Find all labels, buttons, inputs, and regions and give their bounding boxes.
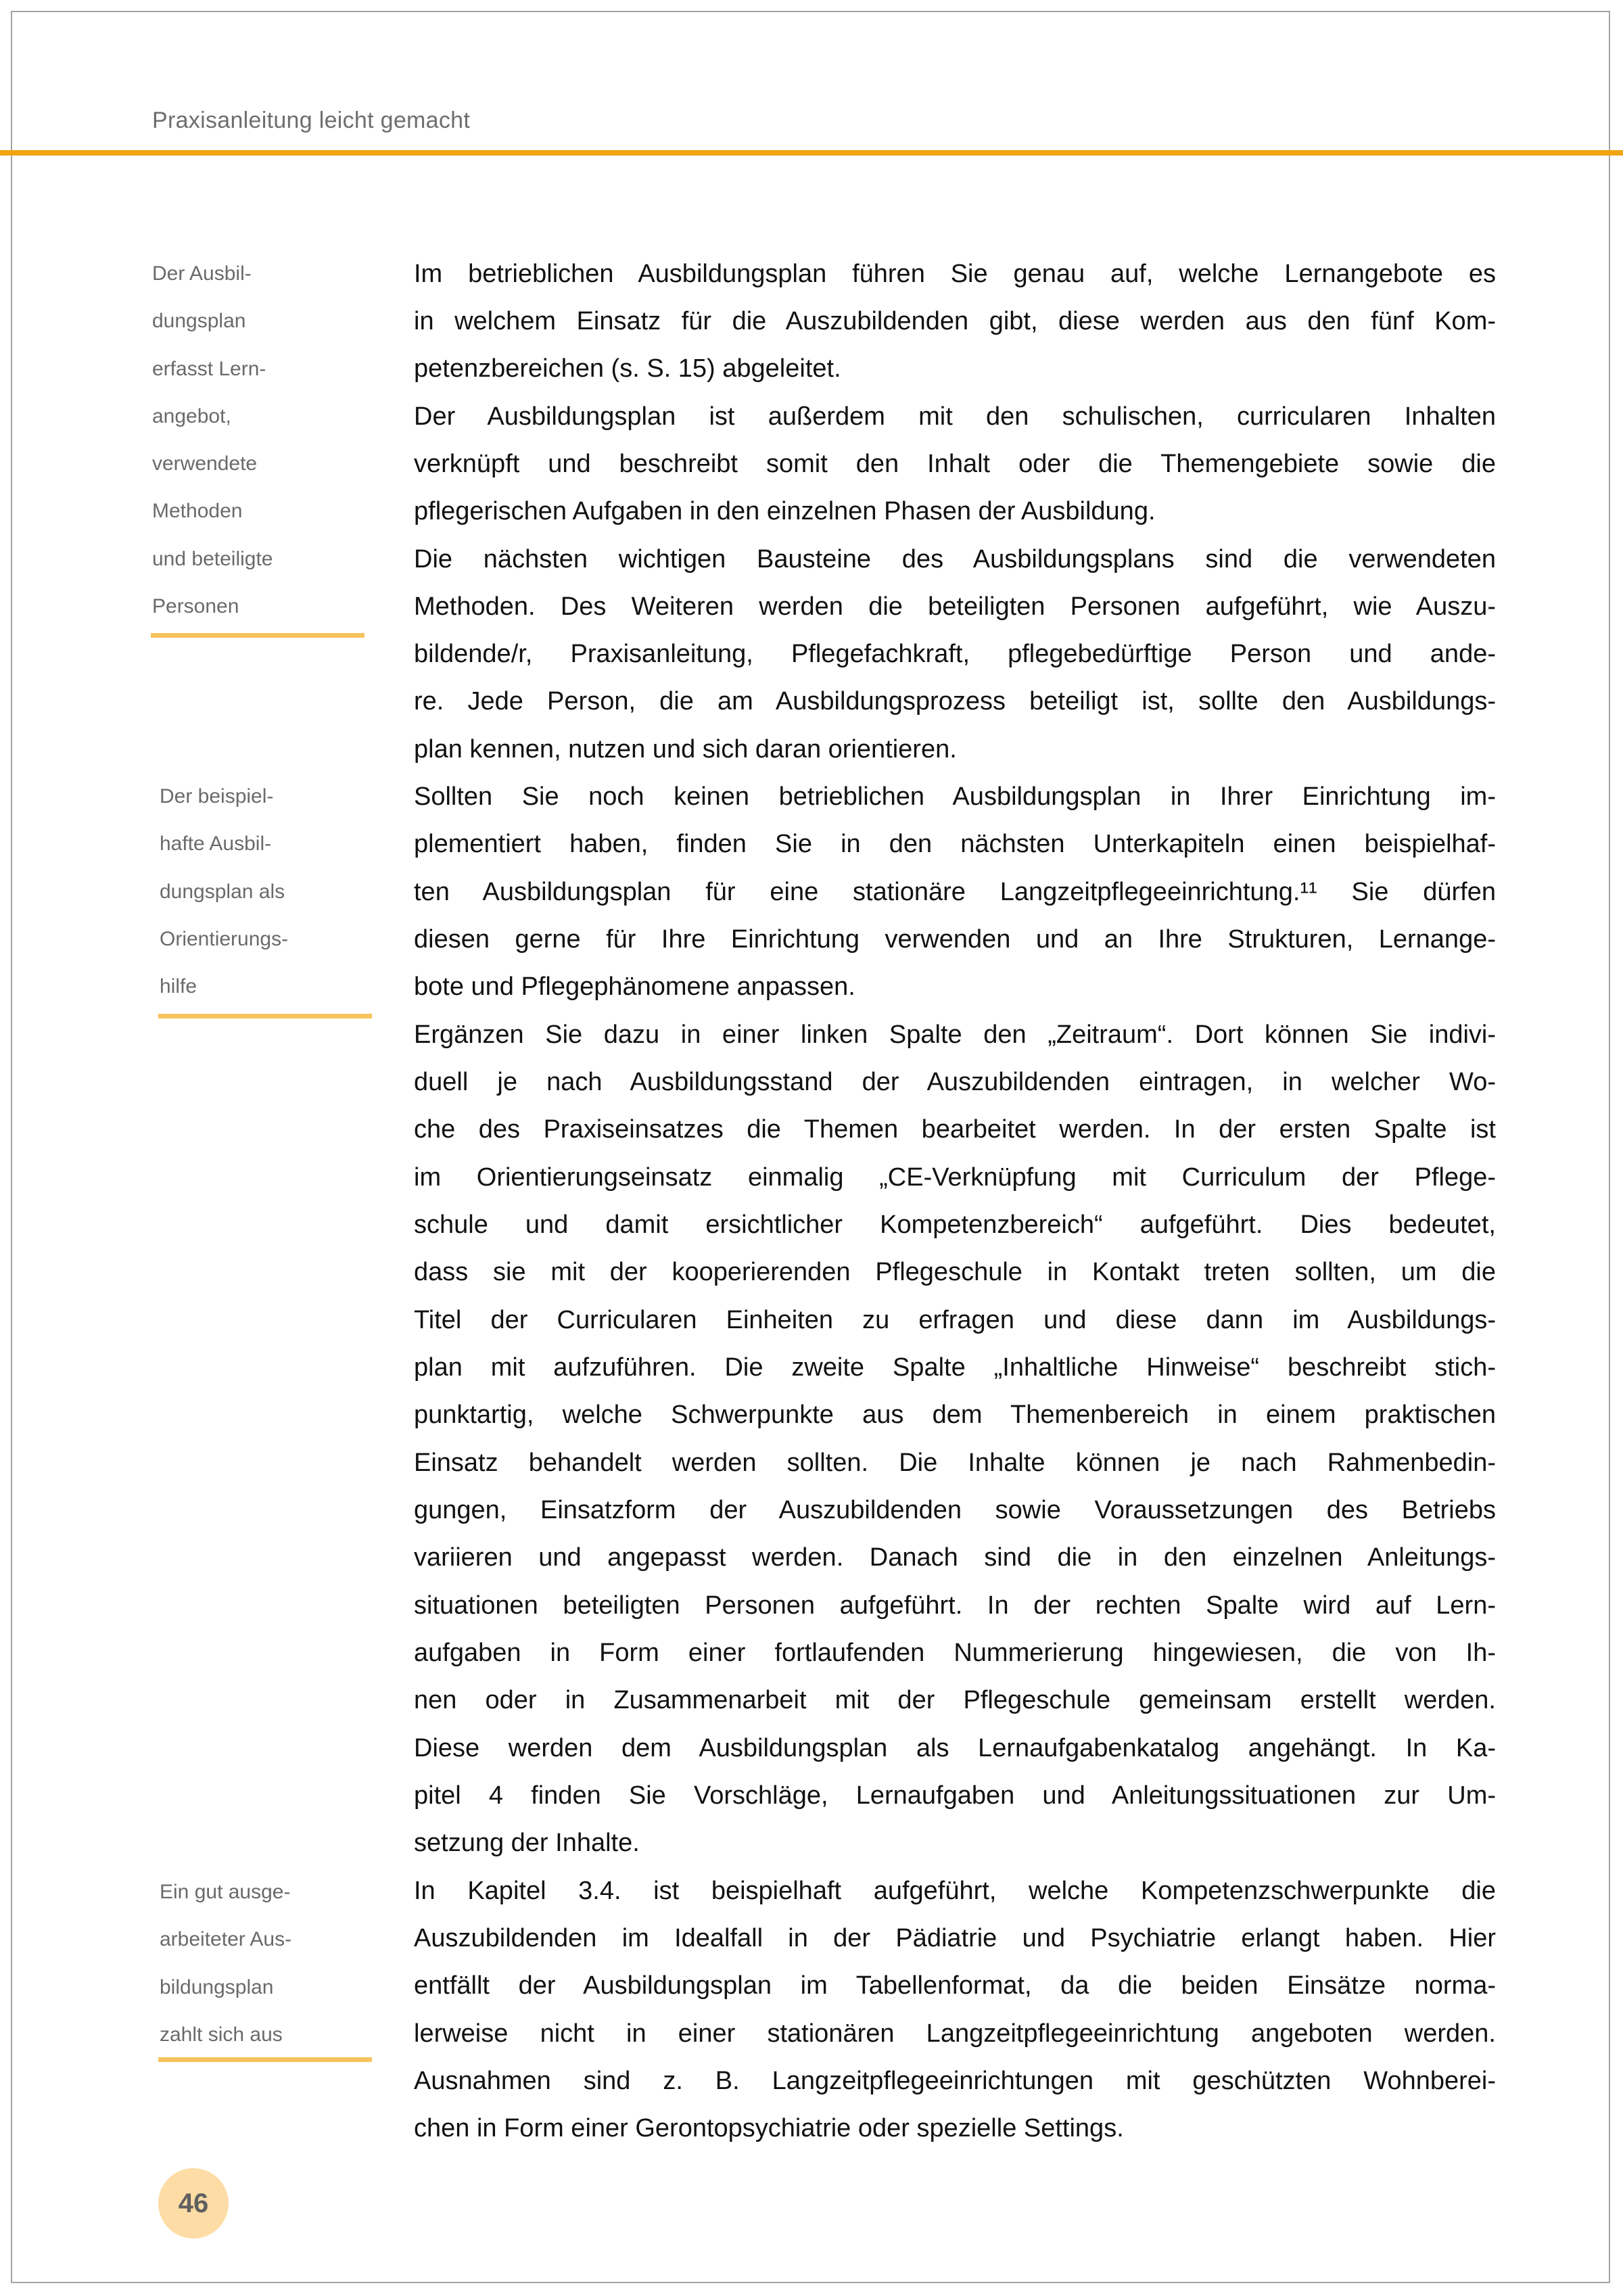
- body-line: pflegerischen Aufgaben in den einzelnen Phasen der Ausbildung.: [414, 497, 1156, 525]
- body-line: Ausnahmen sind z. B. Langzeitpflegeeinrichtungen mit geschützten Wohnberei-: [414, 2067, 1496, 2095]
- margin-note-line: Personen: [152, 595, 239, 618]
- body-line: Titel der Curricularen Einheiten zu erfragen und diese dann im Ausbildungs-: [414, 1306, 1496, 1334]
- body-line: Auszubildenden im Idealfall in der Pädiatrie und Psychiatrie erlangt haben. Hier: [414, 1924, 1496, 1952]
- margin-note-2: [160, 773, 390, 1010]
- margin-note-line: verwendete: [152, 452, 258, 475]
- margin-note-line: dungsplan: [152, 310, 246, 333]
- running-header-title: Praxisanleitung leicht gemacht: [152, 108, 471, 133]
- margin-note-line: Methoden: [152, 500, 243, 523]
- margin-note-line: Ein gut ausge-: [160, 1881, 291, 1903]
- margin-note-line: erfasst Lern-: [152, 357, 266, 380]
- margin-note-line: und beteiligte: [152, 547, 273, 570]
- body-line: Diese werden dem Ausbildungsplan als Lernaufgabenkatalog angehängt. In Ka-: [414, 1734, 1496, 1762]
- margin-note-1-underline: [151, 633, 364, 638]
- margin-note-line: arbeiteter Aus-: [160, 1928, 292, 1951]
- margin-note-3-underline: [158, 2057, 372, 2062]
- body-line: lerweise nicht in einer stationären Langzeitpflegeeinrichtung angeboten werden.: [414, 2019, 1496, 2048]
- margin-note-3: [160, 1869, 390, 2059]
- body-line: verknüpft und beschreibt somit den Inhalt oder die Themengebiete sowie die: [414, 450, 1496, 478]
- body-line: plan mit aufzuführen. Die zweite Spalte „Inhaltliche Hinweise“ beschreibt stich-: [414, 1353, 1496, 1382]
- margin-note-1: [152, 250, 382, 630]
- body-line: duell je nach Ausbildungsstand der Auszubildenden eintragen, in welcher Wo-: [414, 1068, 1496, 1096]
- body-line: Methoden. Des Weiteren werden die beteiligten Personen aufgeführt, wie Auszu-: [414, 592, 1496, 621]
- body-line: in welchem Einsatz für die Auszubildenden gibt, diese werden aus den fünf Kom-: [414, 307, 1496, 335]
- body-line: ten Ausbildungsplan für eine stationäre Langzeitpflegeeinrichtung.¹¹ Sie dürfen: [414, 878, 1496, 906]
- body-line: setzung der Inhalte.: [414, 1829, 640, 1857]
- body-line: plan kennen, nutzen und sich daran orientieren.: [414, 735, 957, 764]
- header-accent-rule: [0, 150, 1623, 156]
- body-line: plementiert haben, finden Sie in den nächsten Unterkapiteln einen beispielhaf-: [414, 830, 1496, 858]
- body-line: Sollten Sie noch keinen betrieblichen Ausbildungsplan in Ihrer Einrichtung im-: [414, 782, 1496, 811]
- body-line: bote und Pflegephänomene anpassen.: [414, 973, 855, 1001]
- body-line: im Orientierungseinsatz einmalig „CE-Verknüpfung mit Curriculum der Pflege-: [414, 1163, 1496, 1192]
- margin-note-line: hafte Ausbil-: [160, 833, 272, 856]
- body-line: petenzbereichen (s. S. 15) abgeleitet.: [414, 354, 841, 383]
- page-number-badge: [158, 2168, 229, 2239]
- body-line: bildende/r, Praxisanleitung, Pflegefachkraft, pflegebedürftige Person und ande-: [414, 640, 1496, 668]
- body-line: re. Jede Person, die am Ausbildungsprozess beteiligt ist, sollte den Ausbildungs-: [414, 687, 1496, 716]
- body-line: Ergänzen Sie dazu in einer linken Spalte den „Zeitraum“. Dort können Sie indivi-: [414, 1021, 1496, 1049]
- body-line: entfällt der Ausbildungsplan im Tabellenformat, da die beiden Einsätze norma-: [414, 1971, 1496, 2000]
- body-line: Die nächsten wichtigen Bausteine des Ausbildungsplans sind die verwendeten: [414, 545, 1496, 573]
- margin-note-line: angebot,: [152, 404, 231, 427]
- body-line: punktartig, welche Schwerpunkte aus dem Themenbereich in einem praktischen: [414, 1401, 1496, 1429]
- body-line: schule und damit ersichtlicher Kompetenzbereich“ aufgeführt. Dies bedeutet,: [414, 1211, 1496, 1239]
- margin-note-line: zahlt sich aus: [160, 2023, 283, 2046]
- body-line: Im betrieblichen Ausbildungsplan führen Sie genau auf, welche Lernangebote es: [414, 260, 1496, 288]
- body-line: situationen beteiligten Personen aufgeführt. In der rechten Spalte wird auf Lern-: [414, 1591, 1496, 1620]
- body-line: pitel 4 finden Sie Vorschläge, Lernaufgaben und Anleitungssituationen zur Um-: [414, 1781, 1496, 1810]
- page-number: 46: [178, 2188, 209, 2218]
- body-line: Einsatz behandelt werden sollten. Die Inhalte können je nach Rahmenbedin-: [414, 1449, 1496, 1477]
- body-line: che des Praxiseinsatzes die Themen bearbeitet werden. In der ersten Spalte ist: [414, 1115, 1496, 1144]
- margin-note-line: Der beispiel-: [160, 785, 274, 807]
- body-line: In Kapitel 3.4. ist beispielhaft aufgeführt, welche Kompetenzschwerpunkte die: [414, 1877, 1496, 1905]
- body-line: dass sie mit der kooperierenden Pflegeschule in Kontakt treten sollten, um die: [414, 1258, 1496, 1286]
- body-line: diesen gerne für Ihre Einrichtung verwenden und an Ihre Strukturen, Lernange-: [414, 925, 1496, 954]
- margin-note-line: dungsplan als: [160, 880, 285, 903]
- body-line: chen in Form einer Gerontopsychiatrie oder spezielle Settings.: [414, 2114, 1124, 2142]
- body-line: nen oder in Zusammenarbeit mit der Pflegeschule gemeinsam erstellt werden.: [414, 1686, 1496, 1714]
- margin-note-2-underline: [158, 1014, 372, 1018]
- body-line: gungen, Einsatzform der Auszubildenden sowie Voraussetzungen des Betriebs: [414, 1496, 1496, 1524]
- body-line: aufgaben in Form einer fortlaufenden Nummerierung hingewiesen, die von Ih-: [414, 1639, 1496, 1667]
- body-line: Der Ausbildungsplan ist außerdem mit den schulischen, curricularen Inhalten: [414, 402, 1496, 431]
- body-line: variieren und angepasst werden. Danach sind die in den einzelnen Anleitungs-: [414, 1543, 1496, 1572]
- margin-note-line: bildungsplan: [160, 1975, 274, 1998]
- margin-note-line: hilfe: [160, 975, 197, 998]
- margin-note-line: Der Ausbil-: [152, 262, 252, 285]
- margin-note-line: Orientierungs-: [160, 927, 289, 950]
